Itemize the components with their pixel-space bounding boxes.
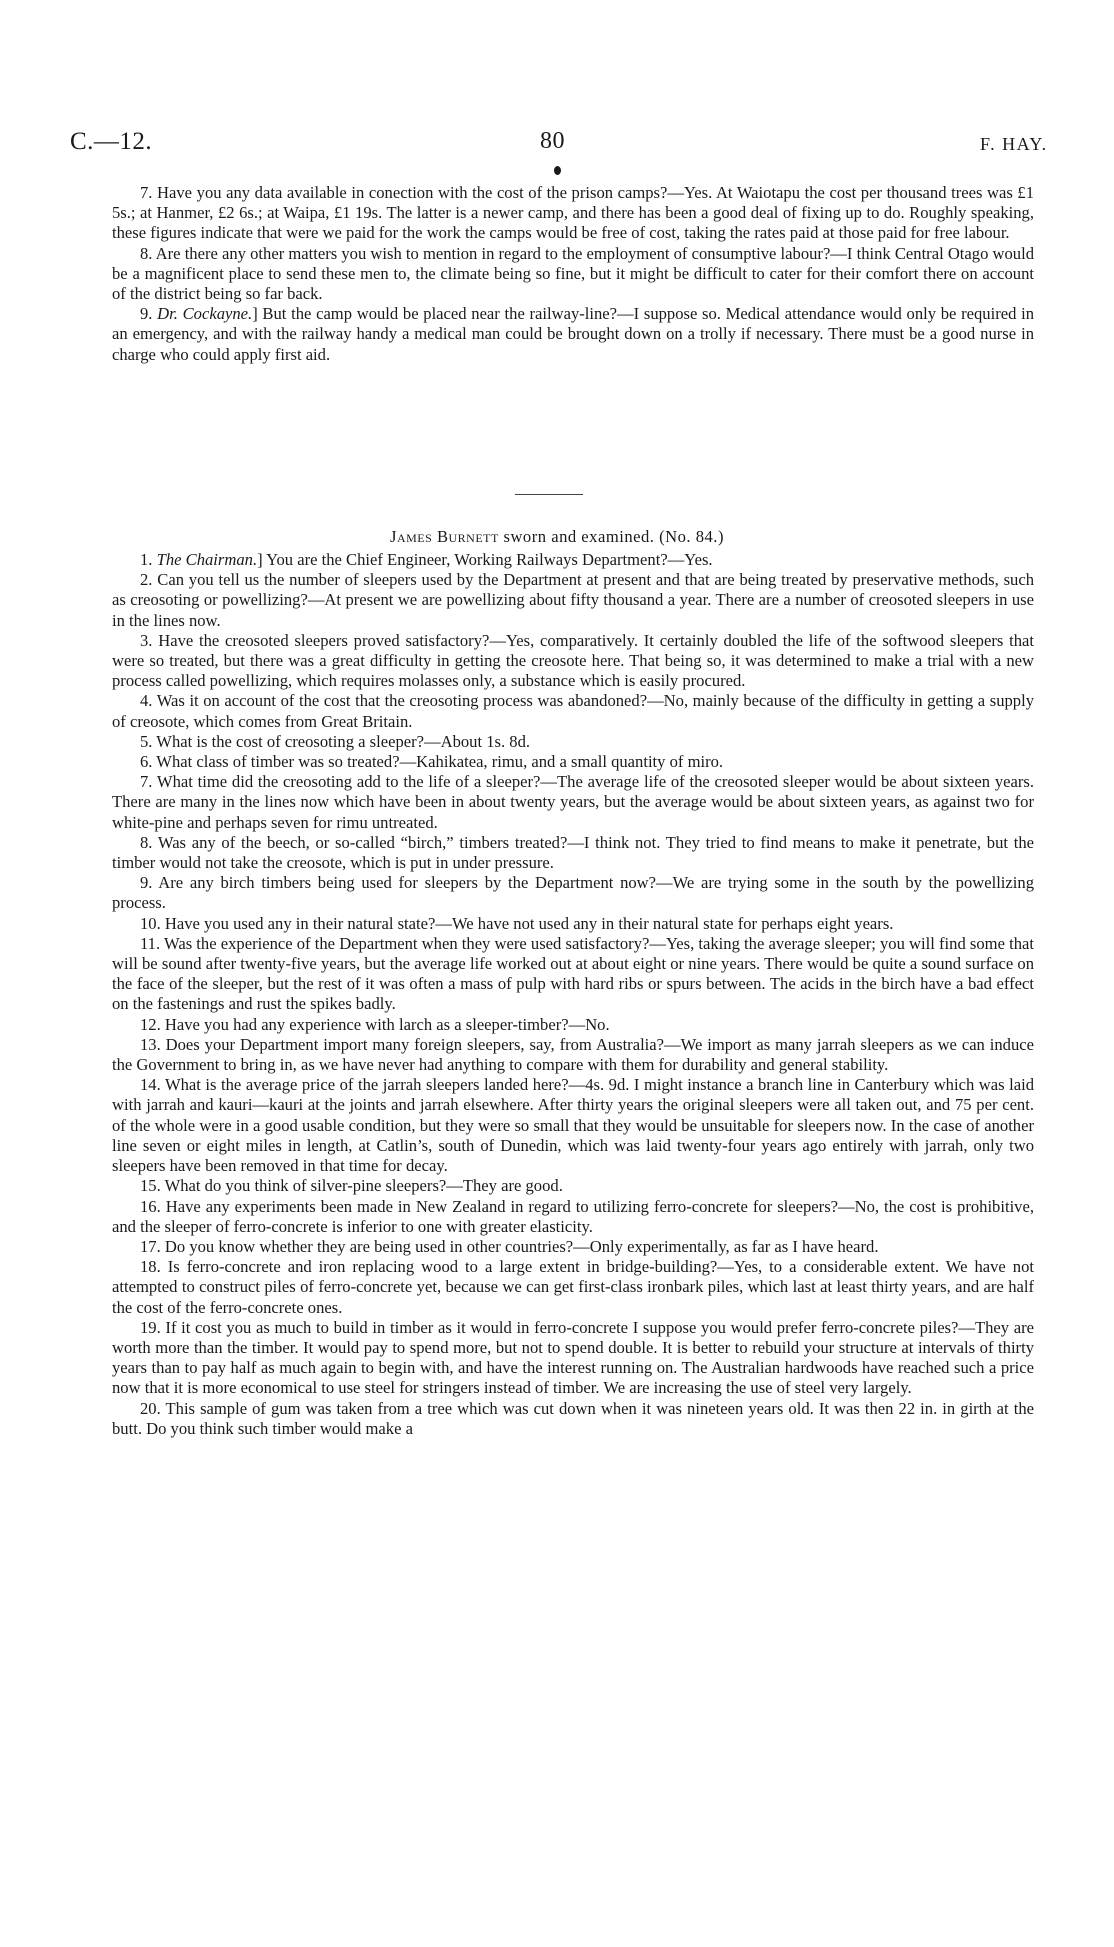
paragraph-text: 8. Are there any other matters you wish to mention in regard to the employment of consumptive labour?—I think Central Otago would be a magnificent place to send these men to, the climate being so fine, but it might be difficult to cater for their comfort there on account of the district being so far back.	[112, 243, 1035, 304]
question-paragraph	[112, 752, 1034, 772]
question-number: 9.	[140, 304, 158, 324]
speaker-name: Dr. Cockayne.	[157, 304, 253, 324]
witness-name: James Burnett	[390, 527, 499, 546]
question-paragraph	[112, 691, 1034, 731]
question-paragraph	[112, 183, 1034, 244]
question-paragraph	[112, 1176, 1034, 1196]
page-number: 80	[540, 128, 565, 154]
paragraph-text: 7. Have you any data available in conection with the cost of the prison camps?—Yes. At Waiotapu the cost per thousand trees was £1 5s.; at Hanmer, £2 6s.; at Waipa, £1 19s. The latter is a newer camp, and there has been a good deal of fixing up to do. Roughly speaking, these figures indicate that were we paid for the work the camps would be free of cost, taking the rates paid at those paid for free labour.	[112, 183, 1034, 243]
paragraph-text: 16. Have any experiments been made in New Zealand in regard to utilizing ferro-concrete for sleepers?—No, the cost is prohibitive, and the sleeper of ferro-concrete is inferior to one with greater elasticity.	[112, 1196, 1034, 1236]
paragraph-text: 11. Was the experience of the Department when they were used satisfactory?—Yes, taking the average sleeper; you will find some that will be sound after twenty-five years, but the average life worked out at about eight or nine years. There would be quite a sound surface on the face of the sleeper, but the rest of it was often a mass of pulp with hard ribs or spurs between. The acids in the birch have a bad effect on the fastenings and rust the spikes badly.	[112, 933, 1034, 1014]
section-james-burnett	[112, 550, 1034, 1439]
question-paragraph	[112, 873, 1034, 913]
page-header-right: F. HAY.	[980, 134, 1048, 154]
question-paragraph	[112, 1015, 1034, 1035]
question-paragraph	[112, 244, 1034, 305]
paragraph-text: 15. What do you think of silver-pine sleepers?—They are good.	[140, 1176, 563, 1196]
question-paragraph	[112, 1318, 1034, 1399]
ink-dot-mark	[554, 166, 561, 175]
paragraph-text: 6. What class of timber was so treated?—Kahikatea, rimu, and a small quantity of miro.	[140, 752, 724, 772]
question-paragraph	[112, 1197, 1034, 1237]
paragraph-text: 14. What is the average price of the jarrah sleepers landed here?—4s. 9d. I might instance a branch line in Canterbury which was laid with jarrah and kauri—kauri at the joints and jarrah elsewhere. After thirty years the original sleepers were all taken out, and 75 per cent. of the whole were in a good usable condition, but they were so small that they would be unsuitable for sleepers now. In the case of another line seven or eight miles in length, at Catlin’s, south of Dunedin, which was laid twenty-four years ago entirely with jarrah, only two sleepers have been removed in that time for decay.	[112, 1075, 1034, 1176]
question-paragraph	[112, 772, 1034, 833]
speaker-name: The Chairman.	[156, 550, 258, 569]
question-paragraph	[112, 570, 1034, 631]
paragraph-text: ] You are the Chief Engineer, Working Railways Department?—Yes.	[257, 550, 713, 569]
question-number: 1.	[140, 550, 157, 569]
question-paragraph	[112, 914, 1034, 934]
page-header-left: C.—12.	[70, 128, 153, 155]
paragraph-text: 17. Do you know whether they are being used in other countries?—Only experimentally, as far as I have heard.	[140, 1236, 879, 1256]
paragraph-text: 9. Are any birch timbers being used for sleepers by the Department now?—We are trying some in the south by the powellizing process.	[112, 873, 1034, 913]
question-paragraph	[112, 631, 1034, 692]
section-divider	[515, 494, 583, 495]
paragraph-text: ] But the camp would be placed near the railway-line?—I suppose so. Medical attendance would only be required in an emergency, and with the railway handy a medical man could be brought down on a trolly if necessary. There must be a good nurse in charge who could apply first aid.	[112, 304, 1035, 364]
question-paragraph	[112, 550, 1034, 570]
paragraph-text: 19. If it cost you as much to build in timber as it would in ferro-concrete I suppose you would prefer ferro-concrete piles?—They are worth more than the timber. It would pay to spend more, but not to spend double. It is better to rebuild your structure at intervals of thirty years than to pay half as much again to begin with, and have the interest running on. The Australian hardwoods have reached such a price now that it is more economical to use steel for stringers instead of timber. We are increasing the use of steel very largely.	[112, 1317, 1034, 1398]
paragraph-text: 2. Can you tell us the number of sleepers used by the Department at present and that are being treated by preservative methods, such as creosoting or powellizing?—At present we are powellizing about fifty thousand a year. There are a number of creosoted sleepers in use in the lines now.	[112, 570, 1034, 630]
question-paragraph	[112, 1399, 1034, 1439]
paragraph-text: 8. Was any of the beech, or so-called “birch,” timbers treated?—I think not. They tried to find means to make it penetrate, but the timber would not take the creosote, which is put in under pressure.	[112, 832, 1034, 873]
paragraph-text: 5. What is the cost of creosoting a sleeper?—About 1s. 8d.	[140, 731, 531, 751]
witness-heading	[0, 527, 1114, 547]
question-paragraph	[112, 934, 1034, 1015]
question-paragraph	[112, 1035, 1034, 1075]
witness-heading-rest: sworn and examined. (No. 84.)	[498, 527, 724, 546]
paragraph-text: 7. What time did the creosoting add to the life of a sleeper?—The average life of the creosoted sleeper would be about sixteen years. There are many in the lines now which have been in about twenty years, but the average would be about sixteen years, as against two for white-pine and perhaps seven for rimu untreated.	[112, 772, 1034, 832]
paragraph-text: 13. Does your Department import many foreign sleepers, say, from Australia?—We import as many jarrah sleepers as we can induce the Government to bring in, as we have never had anything to compare with them for durability and general stability.	[112, 1034, 1034, 1075]
question-paragraph	[112, 1237, 1034, 1257]
paragraph-text: 18. Is ferro-concrete and iron replacing wood to a large extent in bridge-building?—Yes, to a considerable extent. We have not attempted to construct piles of ferro-concrete yet, because we can get first-class ironbark piles, which last at least thirty years, and are half the cost of the ferro-concrete ones.	[112, 1257, 1034, 1317]
paragraph-text: 10. Have you used any in their natural state?—We have not used any in their natural state for perhaps eight years.	[140, 913, 894, 933]
paragraph-text: 3. Have the creosoted sleepers proved satisfactory?—Yes, comparatively. It certainly doubled the life of the softwood sleepers that were so treated, but there was a great difficulty in getting the creosote here. That being so, it was determined to make a trial with a new process called powellizing, which requires molasses only, a substance which is easily procured.	[112, 630, 1034, 691]
paragraph-text: 20. This sample of gum was taken from a tree which was cut down when it was nineteen years old. It was then 22 in. in girth at the butt. Do you think such timber would make a	[112, 1398, 1034, 1438]
question-paragraph	[112, 304, 1034, 365]
question-paragraph	[112, 1075, 1034, 1176]
question-paragraph	[112, 1257, 1034, 1318]
paragraph-text: 12. Have you had any experience with larch as a sleeper-timber?—No.	[140, 1014, 610, 1034]
question-paragraph	[112, 732, 1034, 752]
paragraph-text: 4. Was it on account of the cost that the creosoting process was abandoned?—No, mainly because of the difficulty in getting a supply of creosote, which comes from Great Britain.	[112, 691, 1034, 731]
section-previous-witness	[112, 183, 1034, 365]
question-paragraph	[112, 833, 1034, 873]
